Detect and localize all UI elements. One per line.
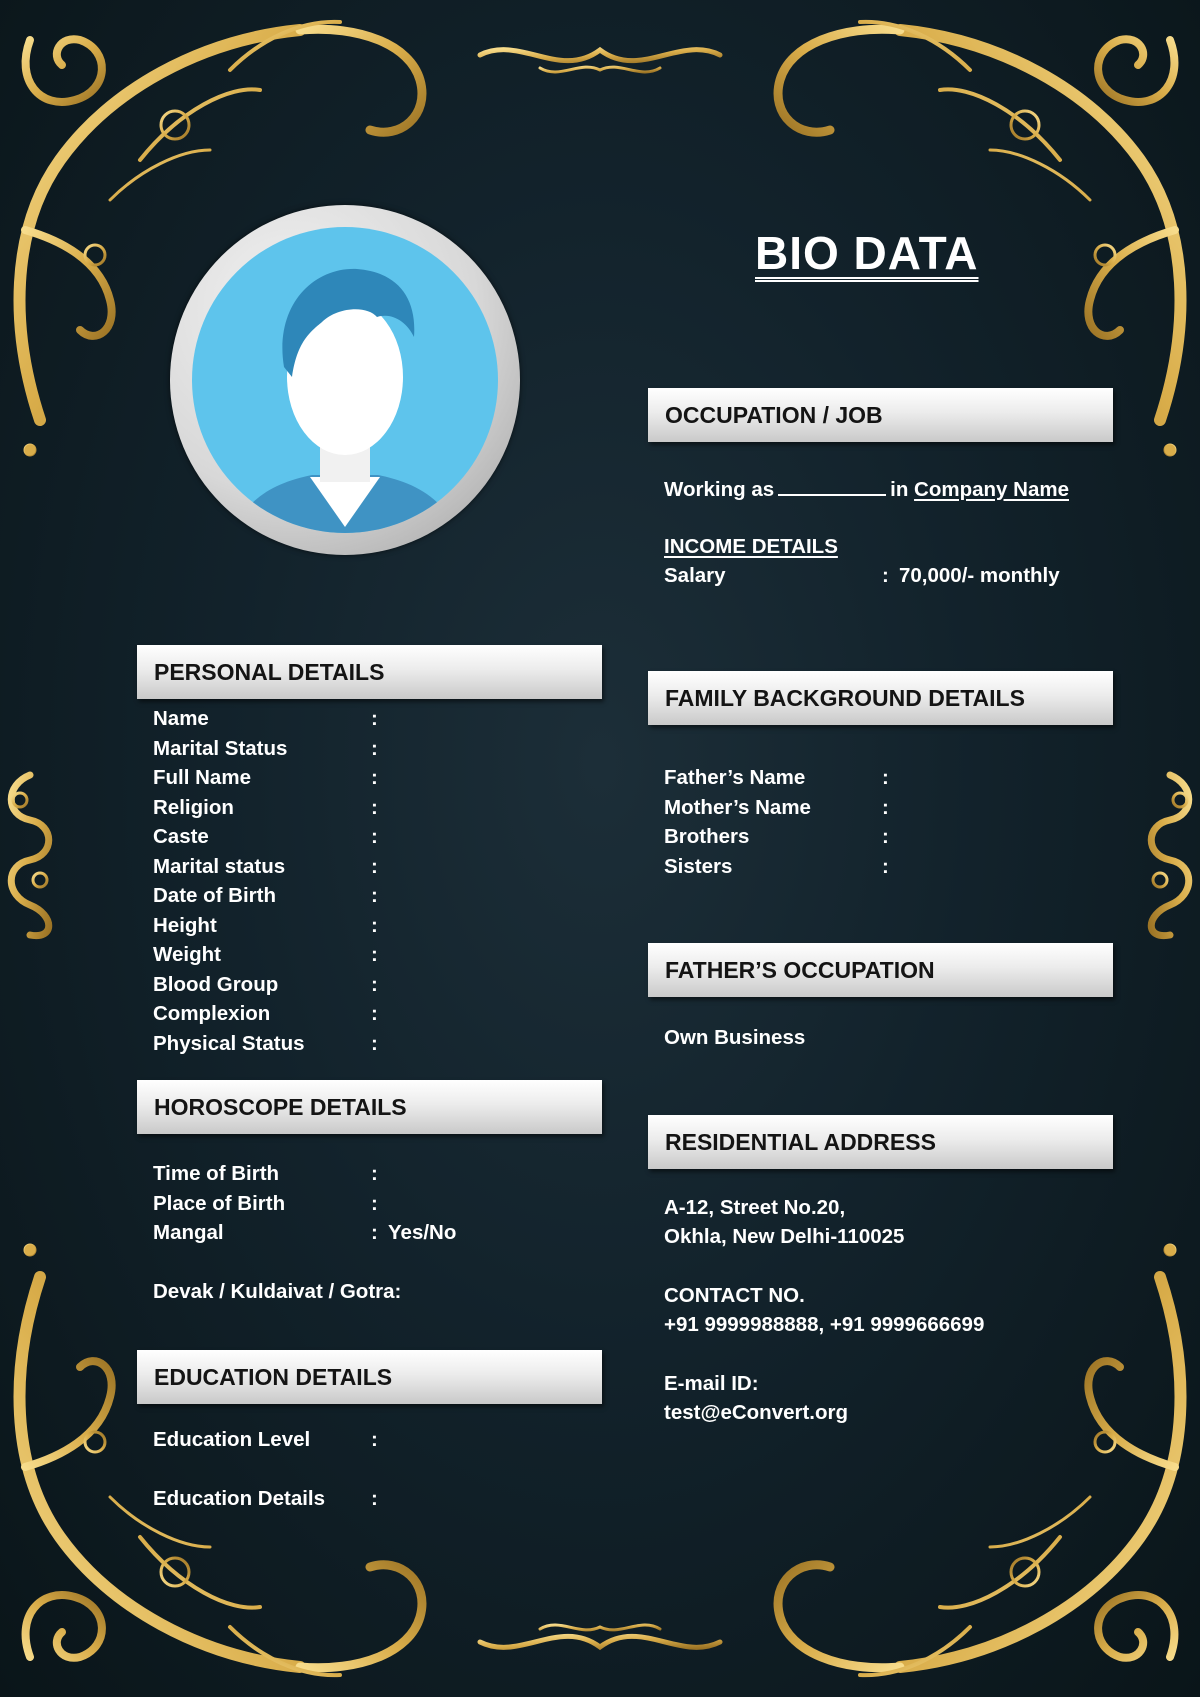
family-background-title: FAMILY BACKGROUND DETAILS: [665, 684, 1025, 711]
contact-numbers[interactable]: +91 9999988888, +91 9999666699: [664, 1313, 985, 1336]
field-label-complexion: Complexion: [153, 1002, 271, 1025]
separator: :: [371, 1428, 378, 1451]
salary-value: 70,000/- monthly: [899, 564, 1060, 587]
field-label-fathers-name: Father’s Name: [664, 766, 806, 789]
working-as-label: Working as: [664, 478, 775, 501]
in-label: in: [890, 478, 909, 501]
field-label-height: Height: [153, 914, 217, 937]
field-label-education-level: Education Level: [153, 1428, 311, 1451]
separator: :: [371, 1162, 378, 1185]
separator: :: [371, 1032, 378, 1055]
horoscope-details-header: [137, 1080, 602, 1134]
field-label-date-of-birth: Date of Birth: [153, 884, 276, 907]
separator: :: [371, 855, 378, 878]
email-label: E-mail ID:: [664, 1372, 759, 1395]
fathers-occupation-header: [648, 943, 1113, 997]
separator: :: [371, 1487, 378, 1510]
separator: :: [371, 737, 378, 760]
separator: :: [371, 1192, 378, 1215]
separator: :: [371, 766, 378, 789]
separator: :: [371, 973, 378, 996]
education-details-title: EDUCATION DETAILS: [154, 1363, 393, 1390]
residential-address-title: RESIDENTIAL ADDRESS: [665, 1128, 936, 1155]
income-details-heading: INCOME DETAILS: [664, 535, 838, 558]
field-label-blood-group: Blood Group: [153, 973, 279, 996]
separator: :: [371, 1221, 378, 1244]
field-label-caste: Caste: [153, 825, 209, 848]
separator: :: [371, 884, 378, 907]
occupation-header: [648, 388, 1113, 442]
email-address[interactable]: test@eConvert.org: [664, 1401, 849, 1424]
residential-address-header: [648, 1115, 1113, 1169]
field-label-mangal: Mangal: [153, 1221, 224, 1244]
field-label-full-name: Full Name: [153, 766, 251, 789]
field-label-physical-status: Physical Status: [153, 1032, 305, 1055]
personal-details-header: [137, 645, 602, 699]
field-label-brothers: Brothers: [664, 825, 750, 848]
separator: :: [882, 855, 889, 878]
page-title: BIO DATA: [755, 227, 979, 279]
personal-details-title: PERSONAL DETAILS: [154, 658, 385, 685]
separator: :: [882, 796, 889, 819]
address-line-2: Okhla, New Delhi-110025: [664, 1225, 905, 1248]
separator: :: [882, 825, 889, 848]
separator: :: [371, 943, 378, 966]
field-label-weight: Weight: [153, 943, 221, 966]
company-name: Company Name: [914, 478, 1069, 501]
field-label-education-details: Education Details: [153, 1487, 326, 1510]
address-line-1: A-12, Street No.20,: [664, 1196, 846, 1219]
field-label-place-of-birth: Place of Birth: [153, 1192, 286, 1215]
contact-label: CONTACT NO.: [664, 1284, 805, 1307]
field-label-sisters: Sisters: [664, 855, 733, 878]
separator: :: [882, 564, 889, 587]
field-value-mangal: Yes/No: [388, 1221, 457, 1244]
field-label-name: Name: [153, 707, 209, 730]
separator: :: [371, 707, 378, 730]
field-label-time-of-birth: Time of Birth: [153, 1162, 280, 1185]
separator: :: [371, 1002, 378, 1025]
user-silhouette-icon: [192, 227, 498, 533]
separator: :: [371, 825, 378, 848]
horoscope-details-title: HOROSCOPE DETAILS: [154, 1093, 407, 1120]
separator: :: [882, 766, 889, 789]
field-label-mothers-name: Mother’s Name: [664, 796, 811, 819]
profile-photo[interactable]: [170, 205, 520, 555]
field-label-religion: Religion: [153, 796, 234, 819]
fathers-occupation-title: FATHER’S OCCUPATION: [665, 956, 935, 983]
field-label-marital-status-2: Marital status: [153, 855, 286, 878]
separator: :: [371, 914, 378, 937]
occupation-line: [664, 476, 1069, 502]
salary-label: Salary: [664, 564, 726, 587]
separator: :: [371, 796, 378, 819]
occupation-title: OCCUPATION / JOB: [665, 401, 883, 428]
family-background-header: [648, 671, 1113, 725]
job-title-blank[interactable]: [778, 476, 886, 496]
education-details-header: [137, 1350, 602, 1404]
field-label-marital-status: Marital Status: [153, 737, 288, 760]
fathers-occupation-value: Own Business: [664, 1026, 806, 1049]
field-label-gotra: Devak / Kuldaivat / Gotra:: [153, 1280, 402, 1303]
